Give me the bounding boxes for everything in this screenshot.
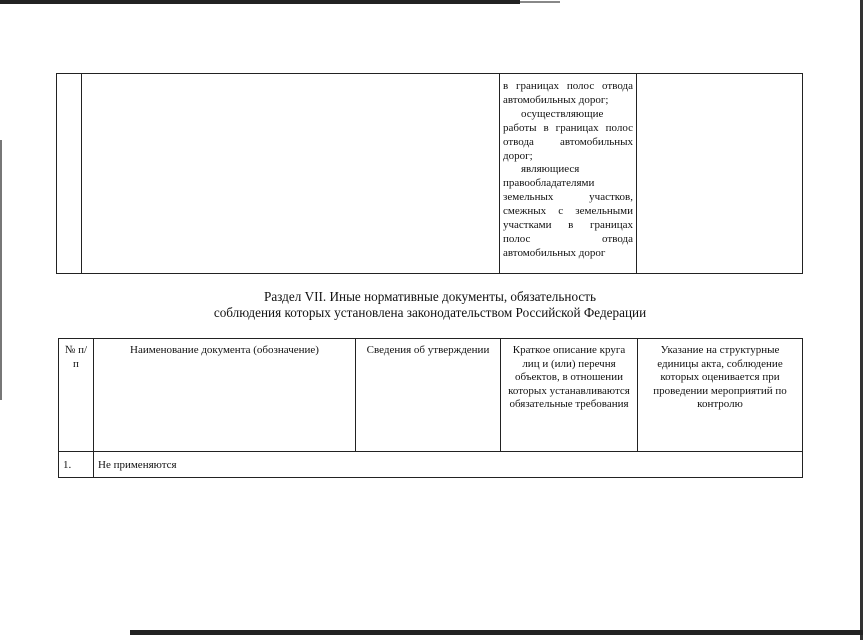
table-row [57,74,803,274]
row-text: Не применяются [94,452,803,478]
requirements-table [58,338,803,478]
cell-text [500,74,636,261]
table-cell [82,74,500,274]
cell-text-line: в границах полос отвода автомобильных дорог; [503,80,633,106]
column-header-approval-info: Сведения об утверждении [356,339,501,452]
row-number: 1. [59,452,94,478]
continued-table [56,73,803,274]
table-cell [57,74,82,274]
section-title-line: Раздел VII. Иные нормативные документы, обязательность [263,289,597,304]
table-cell [500,74,637,274]
column-header-description: Краткое описание круга лиц и (или) перечня объектов, в отношении которых устанавливаются обязательные требования [501,339,638,452]
table-header-row [59,339,803,452]
section-heading [60,289,800,321]
scan-artifact-top-fade [520,1,560,3]
scan-artifact-top [0,0,520,4]
column-header-number: № п/п [59,339,94,452]
scan-artifact-left-edge [0,140,2,400]
section-title-line: соблюдения которых установлена законодательством Российской Федерации [213,305,647,320]
table-row [59,452,803,478]
cell-text-line: осуществляющие работы в границах полос отвода автомобильных дорог; [503,107,633,162]
scan-artifact-bottom [130,630,863,635]
column-header-structural-units: Указание на структурные единицы акта, соблюдение которых оценивается при проведении мероприятий по контролю [638,339,803,452]
cell-text-line: являющиеся правообладателями земельных участков, смежных с земельными участками в границах полос отвода автомобильных дорог [503,163,633,259]
column-header-document-name: Наименование документа (обозначение) [94,339,356,452]
table-cell [637,74,803,274]
